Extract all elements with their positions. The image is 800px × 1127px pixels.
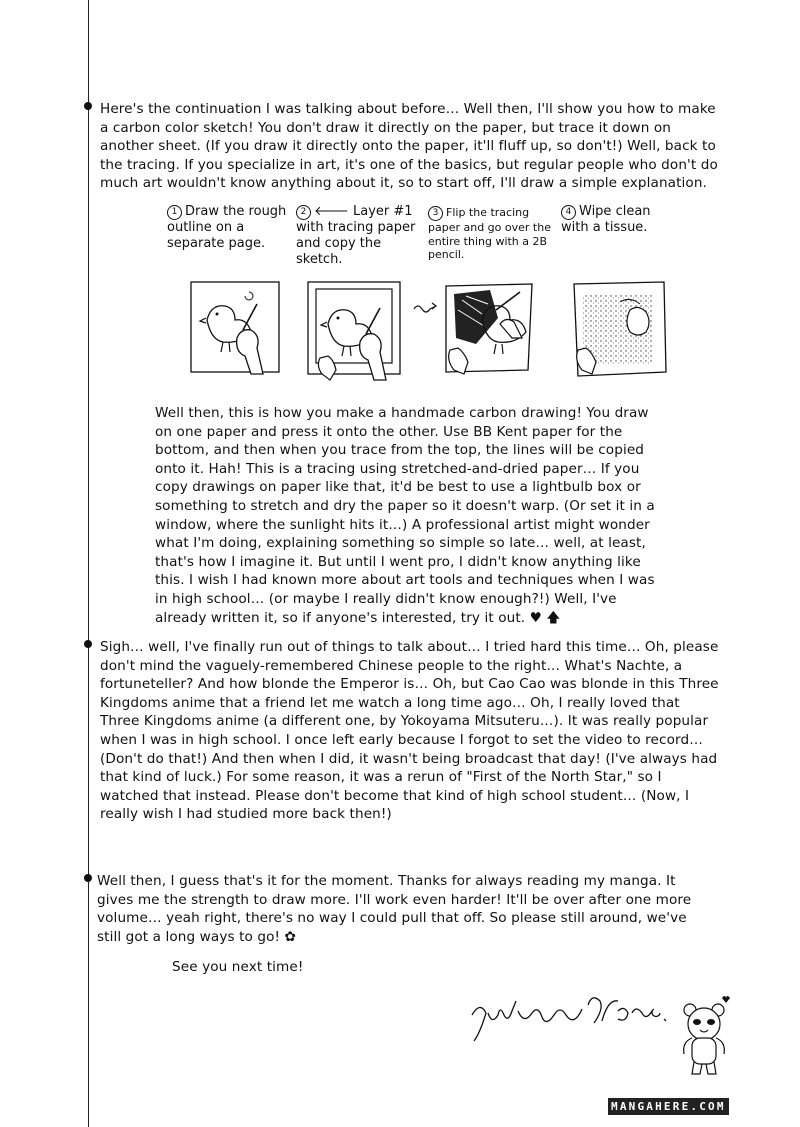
- carbon-text: Well then, this is how you make a handmade carbon drawing! You draw on one paper and press it onto the other. Use BB Kent paper for the bottom, and then when you trace from the top, the lines will be copied onto it. Hah! This is a tracing using stretched-and-dried paper… If you copy drawings on paper like that, it'd be best to use a lightbulb box or something to stretch and dry the paper so it doesn't warp. (Or set it in a window, where the sunlight hits it…) A professional artist might wonder what I'm doing, explaining something so simple so late… well, at least, that's how I imagine it. But until I went pro, I didn't know anything like this. I wish I had known more about art tools and techniques when I was in high school… (or maybe I really didn't know enough?!) Well, I've already written it, so if anyone's interested, try it out.: [155, 405, 655, 626]
- illustration-panel-trace: [306, 280, 406, 384]
- step-4: [561, 204, 681, 236]
- step-number: 2: [296, 205, 311, 220]
- arrow-icon: [412, 300, 438, 314]
- step-text: Wipe clean with a tissue.: [561, 204, 651, 235]
- step-text: Flip the tracing paper and go over the entire thing with a 2B pencil.: [428, 206, 551, 262]
- step-number: 1: [167, 205, 182, 220]
- step-2: [296, 204, 428, 268]
- margin-line: [88, 0, 89, 1127]
- step-number: 3: [428, 206, 443, 221]
- step-3: [428, 206, 558, 262]
- sigh-paragraph: Sigh… well, I've finally run out of things to talk about… I tried hard this time… Oh, please don't mind the vaguely-remembered Chinese people to the right… What's Nachte, a fortuneteller? And how blonde the Emperor is… Oh, but Cao Cao was blonde in this Three Kingdoms anime that a friend let me watch a long time ago… Oh, I really loved that Three Kingdoms anime (a different one, by Yokoyama Mitsuteru…). It was really popular when I was in high school. I once left early because I forgot to set the video to record… (Don't do that!) And then when I did, it wasn't being broadcast that day! (I've always had that kind of luck.) For some reason, it was a rerun of "First of the North Star," so I watched that instead. Please don't become that kind of high school student… (Now, I really wish I had studied more back then!): [100, 639, 719, 823]
- closing-text: Well then, I guess that's it for the moment. Thanks for always reading my manga. It gives me the strength to draw more. I'll work even harder! It'll be over after one more volume… yeah right, there's no way I could pull that off. So please still around, we've still got a long ways to go!: [97, 873, 692, 945]
- illustration-panel-flip: [440, 280, 542, 380]
- bear-doodle: [678, 992, 734, 1084]
- bullet-dot: [84, 640, 92, 648]
- author-signature: [468, 985, 678, 1045]
- carbon-paragraph: [155, 404, 655, 627]
- see-you-text: See you next time!: [172, 959, 304, 975]
- intro-paragraph: Here's the continuation I was talking about before… Well then, I'll show you how to make a carbon color sketch! You don't draw it directly on the paper, but trace it down on another sheet. (If you draw it directly onto the paper, it'll fluff up, so don't!) Well, back to the tracing. If you specialize in art, it's one of the basics, but regular people who don't do much art wouldn't know anything about it, so to start off, I'll draw a simple explanation.: [100, 101, 718, 192]
- step-text: Draw the rough outline on a separate page.: [167, 204, 287, 251]
- heart-up-icon: ♥ 🡅: [529, 609, 561, 626]
- illustration-panel-wipe: [570, 280, 674, 380]
- step-1: [167, 204, 287, 252]
- step-text: 🡐 Layer #1 with tracing paper and copy the sketch.: [296, 204, 416, 267]
- flower-icon: ✿: [284, 928, 296, 945]
- illustration-panel-draw: [189, 280, 285, 380]
- closing-paragraph: [97, 872, 697, 946]
- bullet-dot: [84, 874, 92, 882]
- watermark: MANGAHERE.COM: [608, 1098, 729, 1115]
- step-number: 4: [561, 205, 576, 220]
- bullet-dot: [84, 102, 92, 110]
